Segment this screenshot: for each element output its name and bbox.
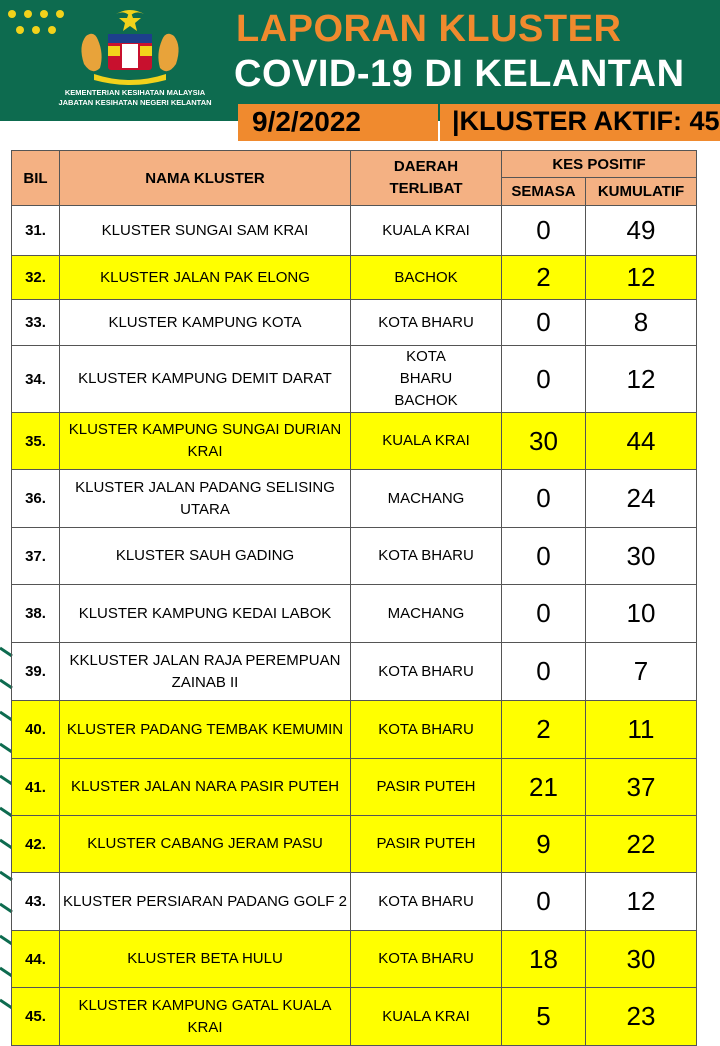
cell-semasa: 0 bbox=[502, 643, 586, 701]
cell-nama-kluster: KLUSTER PADANG TEMBAK KEMUMIN bbox=[60, 701, 351, 759]
cell-kumulatif: 44 bbox=[586, 413, 697, 470]
table-row bbox=[12, 300, 697, 346]
cell-nama-kluster: KLUSTER BETA HULU bbox=[60, 931, 351, 988]
decorative-dots bbox=[8, 6, 78, 46]
cluster-rows bbox=[12, 206, 697, 1046]
cell-nama-kluster: KLUSTER JALAN NARA PASIR PUTEH bbox=[60, 759, 351, 816]
ministry-name bbox=[40, 88, 230, 108]
cell-daerah: KOTA BHARU bbox=[351, 873, 502, 931]
cell-bil: 39. bbox=[12, 643, 60, 701]
cell-nama-kluster: KLUSTER CABANG JERAM PASU bbox=[60, 816, 351, 873]
cell-kumulatif: 10 bbox=[586, 585, 697, 643]
cell-bil: 43. bbox=[12, 873, 60, 931]
cell-bil: 42. bbox=[12, 816, 60, 873]
cell-semasa: 0 bbox=[502, 585, 586, 643]
cell-kumulatif: 23 bbox=[586, 988, 697, 1046]
header-bil: BIL bbox=[12, 151, 60, 206]
cell-daerah: PASIR PUTEH bbox=[351, 759, 502, 816]
cell-semasa: 0 bbox=[502, 346, 586, 413]
table-row bbox=[12, 816, 697, 873]
cell-bil: 31. bbox=[12, 206, 60, 256]
cell-semasa: 5 bbox=[502, 988, 586, 1046]
cell-daerah: KUALA KRAI bbox=[351, 206, 502, 256]
cell-bil: 32. bbox=[12, 256, 60, 300]
cell-semasa: 0 bbox=[502, 873, 586, 931]
cell-bil: 37. bbox=[12, 528, 60, 585]
cell-semasa: 30 bbox=[502, 413, 586, 470]
table-row bbox=[12, 759, 697, 816]
cell-daerah: KOTA BHARU BACHOK bbox=[351, 346, 502, 413]
cell-kumulatif: 12 bbox=[586, 256, 697, 300]
table-row bbox=[12, 931, 697, 988]
cell-nama-kluster: KLUSTER KAMPUNG KEDAI LABOK bbox=[60, 585, 351, 643]
cell-nama-kluster: KLUSTER PERSIARAN PADANG GOLF 2 bbox=[60, 873, 351, 931]
header-kumulatif: KUMULATIF bbox=[586, 178, 697, 206]
cell-bil: 41. bbox=[12, 759, 60, 816]
header-daerah-line1: DAERAH bbox=[393, 158, 459, 175]
ministry-line-1: KEMENTERIAN KESIHATAN MALAYSIA bbox=[64, 88, 206, 97]
cell-nama-kluster: KLUSTER KAMPUNG GATAL KUALA KRAI bbox=[60, 988, 351, 1046]
cell-semasa: 2 bbox=[502, 256, 586, 300]
cell-daerah: KOTA BHARU bbox=[351, 300, 502, 346]
cell-daerah: KUALA KRAI bbox=[351, 988, 502, 1046]
cell-daerah: KOTA BHARU bbox=[351, 701, 502, 759]
cell-kumulatif: 30 bbox=[586, 528, 697, 585]
cell-kumulatif: 49 bbox=[586, 206, 697, 256]
cell-kumulatif: 22 bbox=[586, 816, 697, 873]
cell-semasa: 18 bbox=[502, 931, 586, 988]
cell-semasa: 9 bbox=[502, 816, 586, 873]
cell-bil: 34. bbox=[12, 346, 60, 413]
cell-kumulatif: 12 bbox=[586, 873, 697, 931]
active-cluster-count: |KLUSTER AKTIF: 45 bbox=[452, 106, 720, 136]
cell-daerah: KOTA BHARU bbox=[351, 643, 502, 701]
cell-nama-kluster: KLUSTER KAMPUNG KOTA bbox=[60, 300, 351, 346]
cell-kumulatif: 24 bbox=[586, 470, 697, 528]
report-date: 9/2/2022 bbox=[252, 106, 361, 137]
ministry-line-2: JABATAN KESIHATAN NEGERI KELANTAN bbox=[58, 98, 212, 107]
cell-semasa: 21 bbox=[502, 759, 586, 816]
cell-bil: 45. bbox=[12, 988, 60, 1046]
cell-daerah: MACHANG bbox=[351, 585, 502, 643]
header-semasa: SEMASA bbox=[502, 178, 586, 206]
cell-nama-kluster: KLUSTER SUNGAI SAM KRAI bbox=[60, 206, 351, 256]
cell-semasa: 2 bbox=[502, 701, 586, 759]
cell-nama-kluster: KLUSTER SAUH GADING bbox=[60, 528, 351, 585]
coat-of-arms-logo bbox=[70, 6, 190, 88]
cell-semasa: 0 bbox=[502, 206, 586, 256]
header-kes-positif: KES POSITIF bbox=[502, 151, 697, 178]
table-row bbox=[12, 585, 697, 643]
cell-kumulatif: 11 bbox=[586, 701, 697, 759]
cell-kumulatif: 7 bbox=[586, 643, 697, 701]
report-subtitle: COVID-19 DI KELANTAN bbox=[234, 53, 685, 95]
cell-kumulatif: 8 bbox=[586, 300, 697, 346]
cell-daerah: KOTA BHARU bbox=[351, 931, 502, 988]
table-row bbox=[12, 643, 697, 701]
cell-kumulatif: 30 bbox=[586, 931, 697, 988]
cell-daerah: KUALA KRAI bbox=[351, 413, 502, 470]
table-row bbox=[12, 873, 697, 931]
cell-semasa: 0 bbox=[502, 300, 586, 346]
header-nama-kluster: NAMA KLUSTER bbox=[60, 151, 351, 206]
cell-nama-kluster: KLUSTER KAMPUNG SUNGAI DURIAN KRAI bbox=[60, 413, 351, 470]
cell-nama-kluster: KLUSTER KAMPUNG DEMIT DARAT bbox=[60, 346, 351, 413]
header-daerah-line2: TERLIBAT bbox=[389, 180, 463, 197]
cell-nama-kluster: KLUSTER JALAN PADANG SELISING UTARA bbox=[60, 470, 351, 528]
cell-kumulatif: 37 bbox=[586, 759, 697, 816]
cell-bil: 36. bbox=[12, 470, 60, 528]
table-row bbox=[12, 701, 697, 759]
cell-semasa: 0 bbox=[502, 470, 586, 528]
cell-daerah: MACHANG bbox=[351, 470, 502, 528]
table-row bbox=[12, 470, 697, 528]
table-row bbox=[12, 256, 697, 300]
cell-bil: 35. bbox=[12, 413, 60, 470]
cell-bil: 33. bbox=[12, 300, 60, 346]
cell-bil: 38. bbox=[12, 585, 60, 643]
cell-daerah: BACHOK bbox=[351, 256, 502, 300]
cell-bil: 44. bbox=[12, 931, 60, 988]
cell-daerah: KOTA BHARU bbox=[351, 528, 502, 585]
cell-bil: 40. bbox=[12, 701, 60, 759]
cell-nama-kluster: KLUSTER JALAN PAK ELONG bbox=[60, 256, 351, 300]
table-row bbox=[12, 988, 697, 1046]
cell-nama-kluster: KKLUSTER JALAN RAJA PEREMPUAN ZAINAB II bbox=[60, 643, 351, 701]
table-row bbox=[12, 346, 697, 413]
cell-daerah: PASIR PUTEH bbox=[351, 816, 502, 873]
cell-semasa: 0 bbox=[502, 528, 586, 585]
header-daerah-terlibat bbox=[351, 151, 502, 206]
report-title: LAPORAN KLUSTER bbox=[236, 8, 622, 50]
cell-kumulatif: 12 bbox=[586, 346, 697, 413]
table-row bbox=[12, 413, 697, 470]
table-row bbox=[12, 206, 697, 256]
table-row bbox=[12, 528, 697, 585]
cluster-table bbox=[11, 150, 697, 1046]
report-header bbox=[0, 0, 720, 143]
